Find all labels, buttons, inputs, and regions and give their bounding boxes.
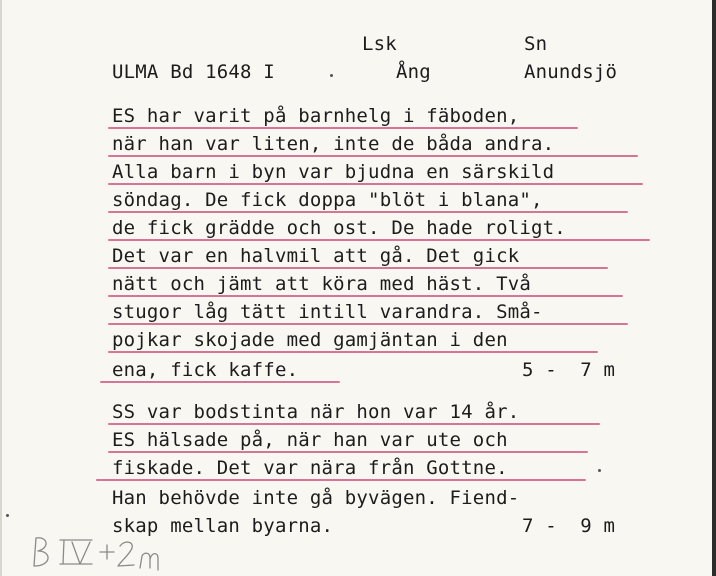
entry2-line: fiskade. Det var nära från Gottne. [112, 457, 508, 479]
underline-mark [108, 295, 623, 297]
entry2-reference: 7 - 9 m [522, 515, 616, 537]
underline-mark [108, 239, 650, 241]
socken-value: Anundsjö [524, 61, 618, 83]
underline-mark [108, 127, 578, 129]
entry1-line: de fick grädde och ost. De hade roligt. [112, 217, 566, 239]
landskap-value: Ång [396, 61, 431, 83]
entry2-line: ES hälsade på, när han var ute och [112, 429, 508, 451]
entry2-line: SS var bodstinta när hon var 14 år. [112, 401, 520, 423]
handwritten-annotation [30, 532, 190, 576]
entry1-line: pojkar skojade med gamjäntan i den [112, 329, 508, 351]
underline-mark [108, 423, 600, 425]
entry2-line: Han behövde inte gå byvägen. Fiend- [112, 487, 520, 509]
underline-mark [96, 479, 586, 481]
entry1-line: ena, fick kaffe. [112, 359, 299, 381]
underline-mark [108, 351, 598, 353]
paper-speck [6, 514, 9, 517]
socken-label: Sn [524, 33, 548, 55]
landskap-label: Lsk [362, 33, 397, 55]
entry1-line: stugor låg tätt intill varandra. Små- [112, 301, 543, 323]
card-right-edge [712, 0, 716, 576]
entry1-line: Alla barn i byn var bjudna en särskild [112, 161, 555, 183]
underline-mark [100, 381, 340, 383]
entry1-line: nätt och jämt att köra med häst. Två [112, 273, 532, 295]
underline-mark [108, 267, 608, 269]
entry1-line: Det var en halvmil att gå. Det gick [112, 245, 520, 267]
underline-mark [108, 155, 638, 157]
entry1-reference: 5 - 7 m [522, 359, 616, 381]
underline-mark [108, 451, 588, 453]
archive-reference: ULMA Bd 1648 I [112, 61, 275, 83]
entry1-line: ES har varit på barnhelg i fäboden, [112, 105, 520, 127]
paper-speck [330, 74, 333, 77]
paper-speck [598, 469, 601, 472]
entry1-line: söndag. De fick doppa "blöt i blana", [112, 189, 543, 211]
card-left-edge [0, 0, 2, 576]
underline-mark [108, 183, 643, 185]
underline-mark [108, 323, 628, 325]
entry1-line: när han var liten, inte de båda andra. [112, 133, 555, 155]
entry2-line: skap mellan byarna. [112, 515, 334, 537]
underline-mark [108, 211, 628, 213]
